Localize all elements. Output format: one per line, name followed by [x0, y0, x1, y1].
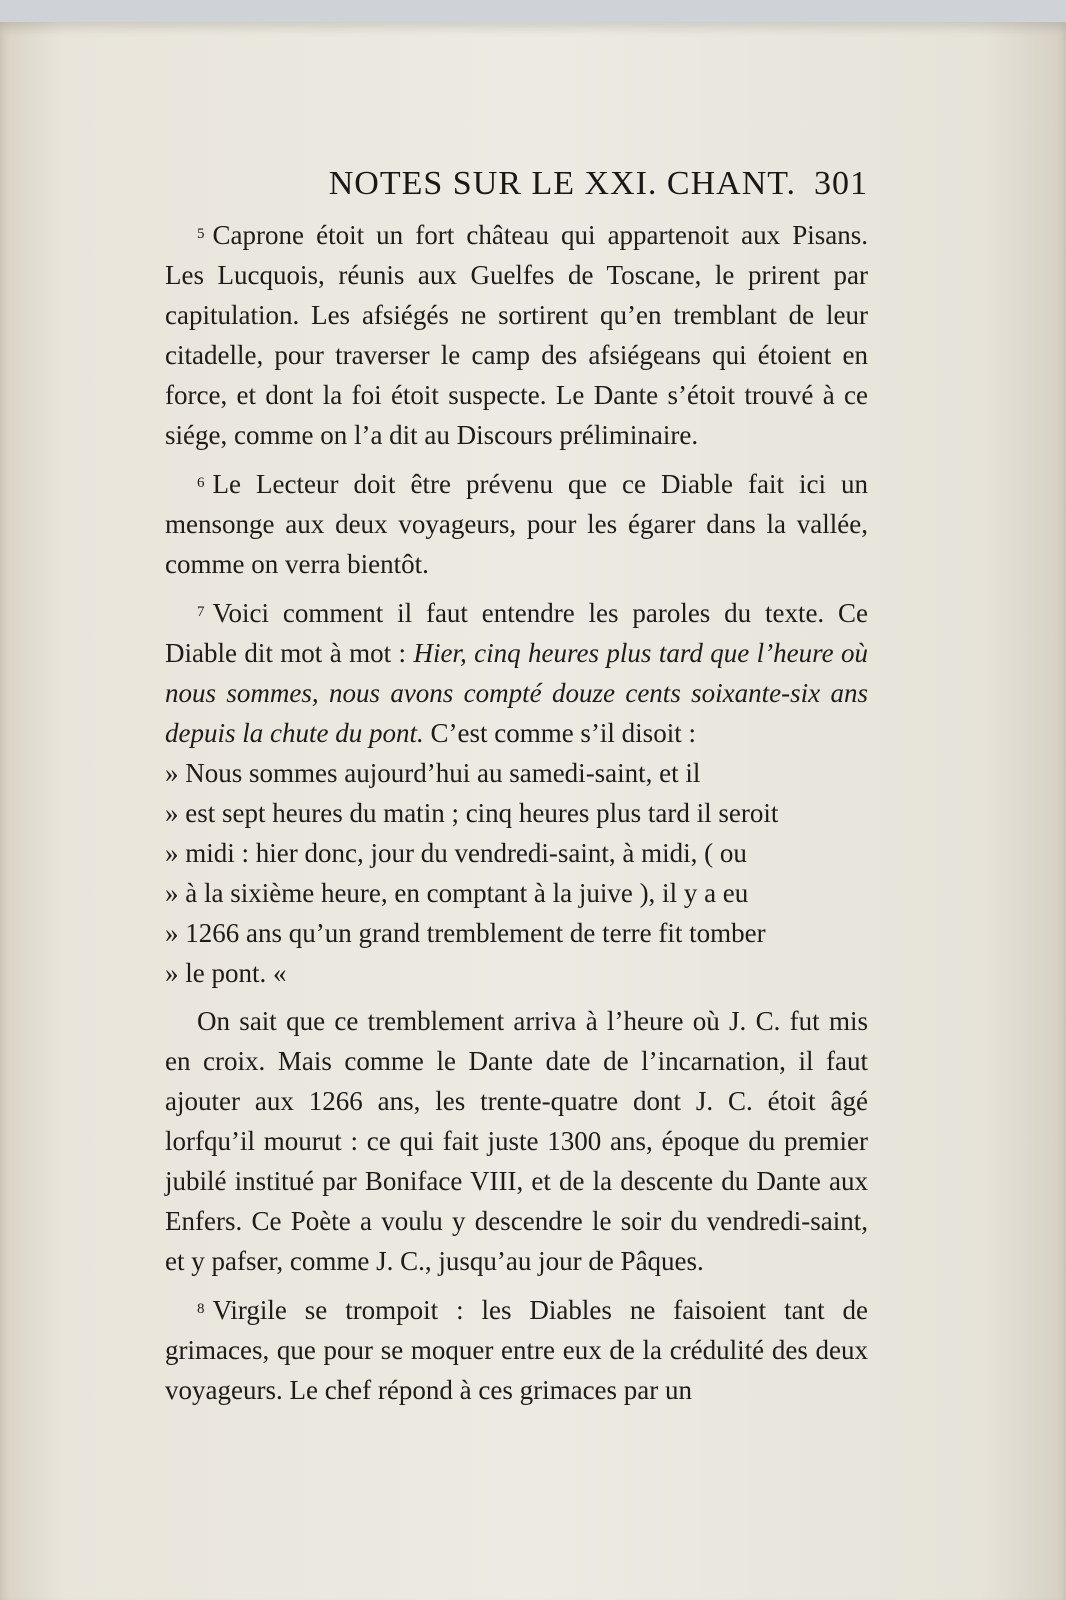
note-6: [165, 463, 868, 584]
note-7-continued: [165, 1001, 868, 1281]
quote-line: » 1266 ans qu’un grand tremblement de terre fit tomber: [165, 918, 766, 948]
header-title: NOTES SUR LE XXI. CHANT.: [328, 165, 796, 202]
note-5-number: 5: [197, 226, 205, 242]
note-7-after: C’est comme s’il disoit :: [430, 718, 696, 748]
note-7-intro: Voici comment il faut entendre les paroles du texte. Ce Diable dit mot à mot :: [165, 598, 868, 668]
quote-line: » midi : hier donc, jour du vendredi-saint, à midi, ( ou: [165, 838, 747, 868]
quote-line: » le pont. «: [165, 958, 287, 988]
quote-line: » Nous sommes aujourd’hui au samedi-saint, et il: [165, 758, 701, 788]
note-6-number: 6: [197, 475, 205, 491]
note-7-number: 7: [197, 604, 205, 620]
book-page: [0, 22, 1066, 1600]
note-6-text: Le Lecteur doit être prévenu que ce Diable fait ici un mensonge aux deux voyageurs, pour les égarer dans la vallée, comme on verra bientôt.: [165, 469, 868, 579]
page-number: 301: [814, 165, 868, 202]
quote-line: » est sept heures du matin ; cinq heures plus tard il seroit: [165, 798, 779, 828]
note-8-text: Virgile se trompoit : les Diables ne faisoient tant de grimaces, que pour se moquer entre eux de la crédulité des deux voyageurs. Le chef répond à ces grimaces par un: [165, 1295, 868, 1405]
note-7-italic-quote: Hier, cinq heures plus tard que l’heure où nous sommes, nous avons compté douze cents soixante-six ans depuis la chute du pont.: [165, 638, 869, 748]
note-5-text: Caprone étoit un fort château qui appartenoit aux Pisans. Les Lucquois, réunis aux Guelfes de Toscane, le prirent par capitulation. Les afsiégés ne sortirent qu’en tremblant de leur citadelle, pour traverser le camp des afsiégeans qui étoient en force, et dont la foi étoit suspecte. Le Dante s’étoit trouvé à ce siége, comme on l’a dit au Discours préliminaire.: [165, 220, 868, 450]
note-7: [165, 592, 868, 753]
page-text: [165, 160, 868, 1418]
running-header: [165, 160, 868, 208]
note-8-number: 8: [197, 1301, 205, 1317]
note-5: [165, 214, 868, 455]
note-7-continued-text: On sait que ce tremblement arriva à l’heure où J. C. fut mis en croix. Mais comme le Dante date de l’incarnation, il faut ajouter aux 1266 ans, les trente-quatre dont J. C. étoit âgé lorfqu’il mourut : ce qui fait juste 1300 ans, époque du premier jubilé institué par Boniface VIII, et de la descente du Dante aux Enfers. Ce Poète a voulu y descendre le soir du vendredi-saint, et y pafser, comme J. C., jusqu’au jour de Pâques.: [165, 1006, 868, 1276]
quote-line: » à la sixième heure, en comptant à la juive ), il y a eu: [165, 878, 749, 908]
note-7-quotation: [165, 753, 868, 993]
note-8: [165, 1289, 868, 1410]
